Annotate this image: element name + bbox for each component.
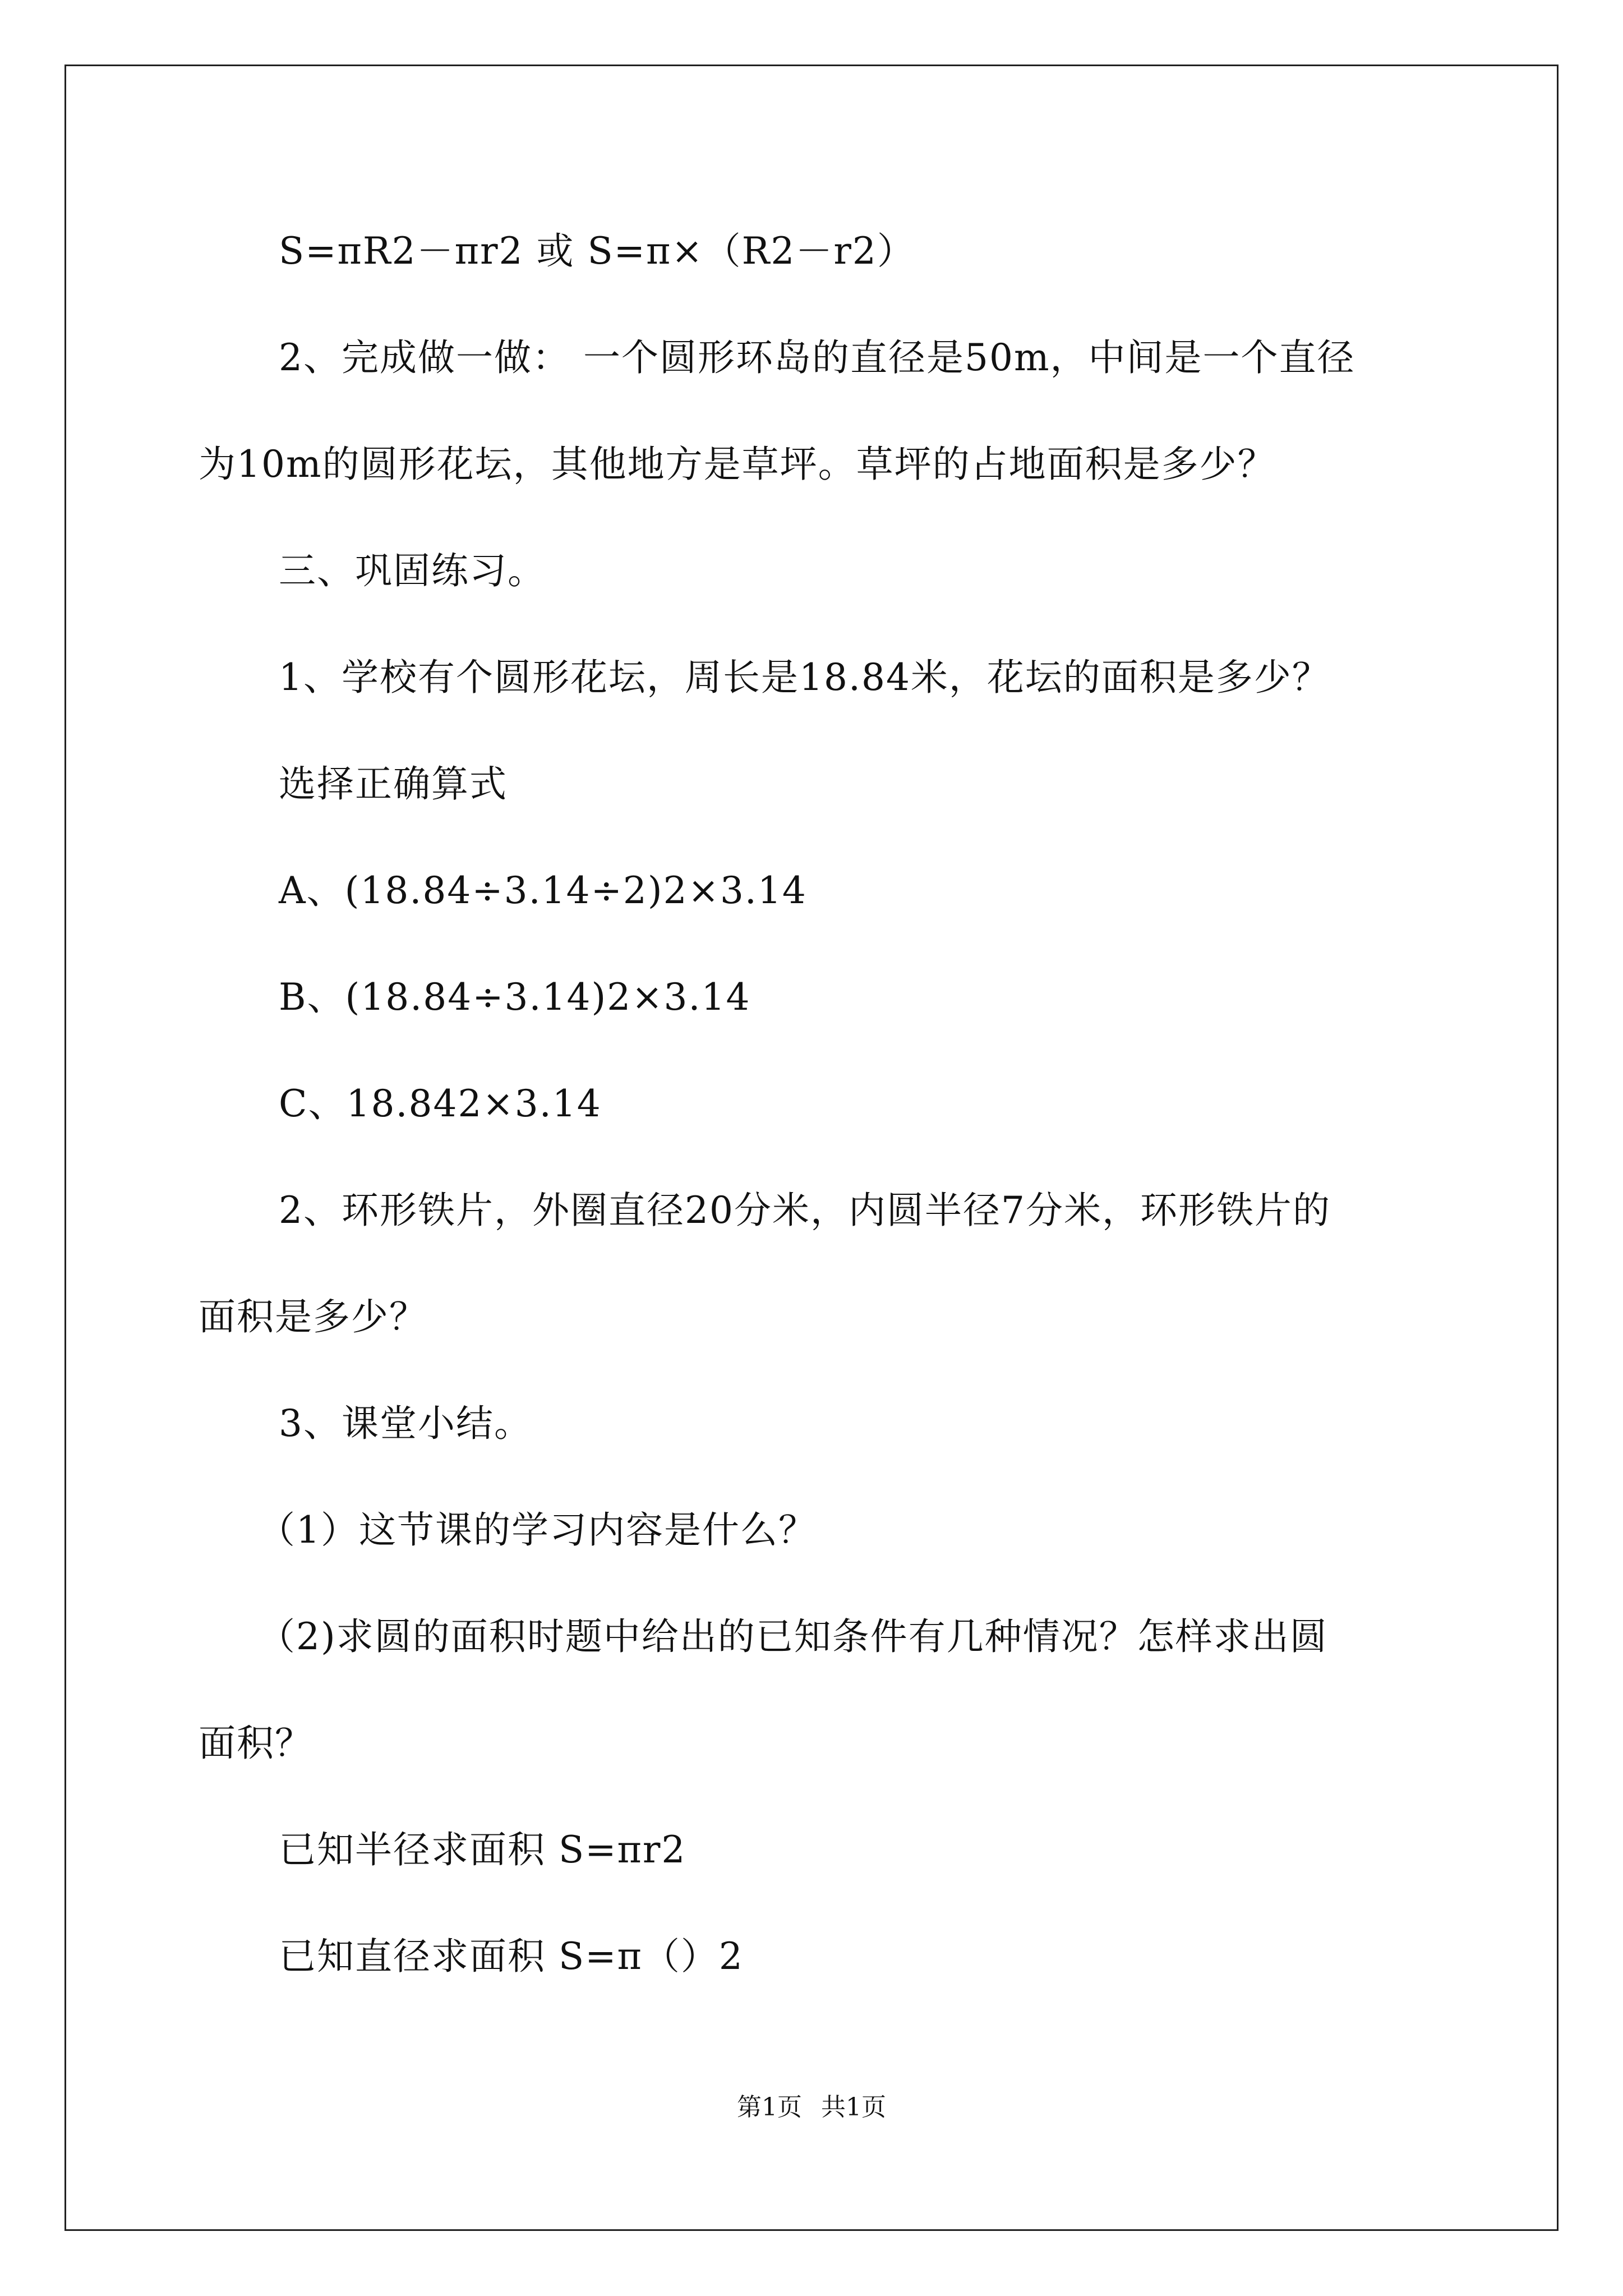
choose-formula-label: 选择正确算式 bbox=[279, 762, 508, 806]
option-b: B、(18.84÷3.14)2×3.14 bbox=[279, 976, 751, 1019]
exercise-2-line-1: 2、环形铁片，外圈直径20分米，内圆半径7分米，环形铁片的 bbox=[279, 1189, 1331, 1232]
page-footer bbox=[0, 2093, 1623, 2122]
summary-heading: 3、课堂小结。 bbox=[279, 1402, 532, 1445]
page-total: 共1页 bbox=[821, 2093, 886, 2122]
summary-question-2-line-2: 面积？ bbox=[199, 1722, 313, 1765]
task-2-line-1: 2、完成做一做： 一个圆形环岛的直径是50m，中间是一个直径 bbox=[279, 336, 1355, 379]
exercise-1: 1、学校有个圆形花坛，周长是18.84米，花坛的面积是多少？ bbox=[279, 656, 1330, 699]
exercise-2-line-2: 面积是多少？ bbox=[199, 1295, 427, 1338]
formula-radius: 已知半径求面积 S=πr2 bbox=[279, 1828, 686, 1871]
formula-diameter: 已知直径求面积 S=π（）2 bbox=[279, 1935, 744, 1978]
option-c: C、18.842×3.14 bbox=[279, 1082, 602, 1125]
page-number: 第1页 bbox=[737, 2093, 802, 2122]
formula-ring-area: S=πR2－πr2 或 S=π×（R2－r2） bbox=[279, 229, 915, 273]
section-3-heading: 三、巩固练习。 bbox=[279, 549, 546, 592]
summary-question-2-line-1: （2)求圆的面积时题中给出的已知条件有几种情况？怎样求出圆 bbox=[258, 1615, 1328, 1658]
option-a: A、(18.84÷3.14÷2)2×3.14 bbox=[279, 869, 807, 912]
summary-question-1: （1）这节课的学习内容是什么？ bbox=[258, 1508, 817, 1552]
task-2-line-2: 为10m的圆形花坛，其他地方是草坪。草坪的占地面积是多少？ bbox=[199, 443, 1276, 486]
page-border bbox=[64, 65, 1559, 2231]
